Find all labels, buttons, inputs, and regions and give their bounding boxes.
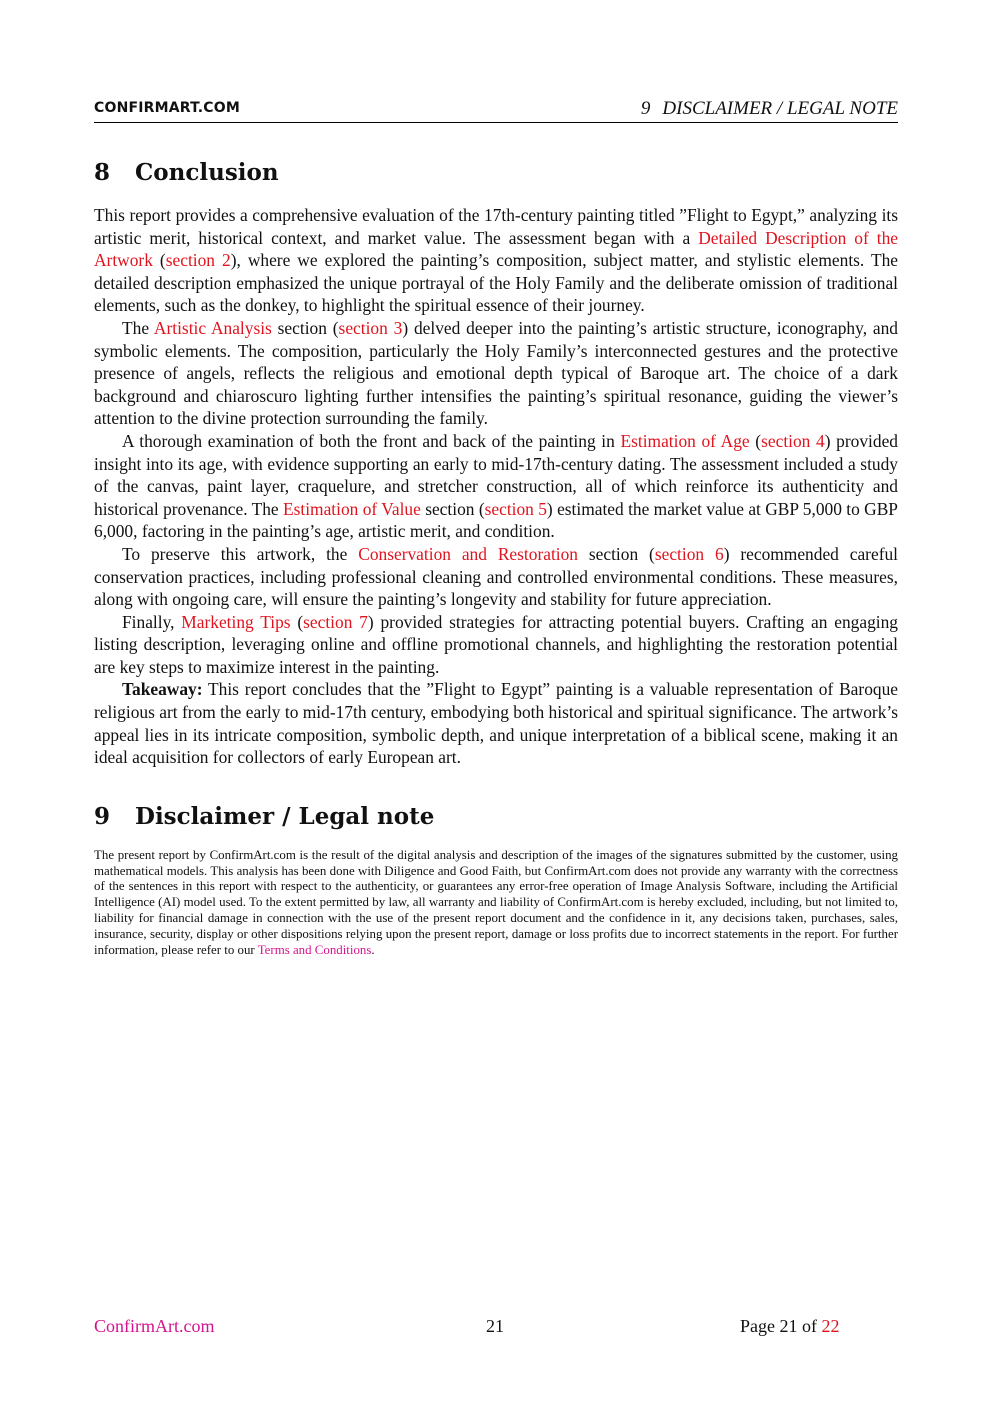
footer-page-number: 21: [486, 1316, 504, 1336]
text-run: Finally,: [122, 611, 182, 632]
text-run: (: [749, 430, 762, 451]
text-run: ), where we explored the painting’s composition, subject matter, and stylistic elements. The detailed description emphasized the unique portrayal of the Holy Family and the deliberate omission of traditional elements, such as the donkey, to highlight the spiritual essence of their journey.: [94, 250, 898, 316]
main-content: [94, 156, 898, 958]
running-header: [94, 96, 898, 123]
text-run: section (: [271, 317, 339, 338]
takeaway-label: Takeaway:: [122, 679, 203, 700]
link-last-page[interactable]: 22: [821, 1316, 840, 1336]
header-section-number: 9: [640, 98, 651, 119]
footer-site-link[interactable]: ConfirmArt.com: [94, 1316, 215, 1336]
text-run: To preserve this artwork, the: [122, 543, 359, 564]
link-marketing-tips[interactable]: Marketing Tips: [181, 611, 291, 632]
footer-page-count: [740, 1316, 839, 1337]
conclusion-heading: [94, 156, 898, 190]
text-run: Page 21 of: [740, 1316, 822, 1336]
text-run: (: [290, 611, 304, 632]
conclusion-body: [94, 204, 898, 769]
link-terms-and-conditions[interactable]: Terms and Conditions: [257, 942, 372, 957]
conclusion-paragraph-2: [94, 317, 898, 430]
text-run: This report provides a comprehensive evaluation of the 17th-century painting titled ”Flight to Egypt,” analyzing its artistic merit, historical context, and market value. The assessment began with a: [94, 205, 898, 248]
text-run: ) provided insight into its age, with evidence supporting an early to mid-17th-century dating. The assessment included a study of the canvas, paint layer, craquelure, and stretcher construction, all of which reinforce its authenticity and historical provenance. The: [94, 430, 898, 519]
ref-section-6[interactable]: section 6: [654, 543, 724, 564]
conclusion-paragraph-3: [94, 430, 898, 543]
text-run: A thorough examination of both the front and back of the painting in: [122, 430, 621, 451]
page-footer: [0, 1316, 993, 1338]
text-run: section (: [420, 498, 485, 519]
conclusion-paragraph-5: [94, 611, 898, 679]
text-run: (: [152, 250, 166, 271]
conclusion-paragraph-1: [94, 204, 898, 317]
text-run: section (: [578, 543, 655, 564]
text-run: The: [122, 317, 154, 338]
header-section-name: DISCLAIMER / LEGAL NOTE: [662, 98, 898, 119]
link-estimation-of-age[interactable]: Estimation of Age: [620, 430, 750, 451]
disclaimer-body: [94, 848, 898, 959]
text-run: This report concludes that the ”Flight to Egypt” painting is a valuable representation of Baroque religious art from the early to mid-17th century, embodying both historical and spiritual significance. The artwork’s appeal lies in its intricate composition, symbolic depth, and unique interpretation of a biblical scene, making it an ideal acquisition for collectors of early European art.: [94, 679, 898, 768]
link-estimation-of-value[interactable]: Estimation of Value: [283, 498, 421, 519]
link-artistic-analysis[interactable]: Artistic Analysis: [153, 317, 272, 338]
conclusion-title: Conclusion: [135, 159, 279, 186]
disclaimer-title: Disclaimer / Legal note: [135, 802, 435, 830]
conclusion-paragraph-takeaway: [94, 678, 898, 768]
ref-section-5[interactable]: section 5: [484, 498, 547, 519]
ref-section-7[interactable]: section 7: [303, 611, 368, 632]
text-run: .: [371, 942, 375, 957]
confirmart-logo[interactable]: CONFIRMART.COM: [94, 100, 241, 116]
text-run: The present report by ConfirmArt.com is the result of the digital analysis and description of the images of the signatures submitted by the customer, using mathematical models. This analysis has been done with Diligence and Good Faith, but ConfirmArt.com does not provide any warranty with the correctness of the sentences in this report with respect to the authenticity, or guarantees any error-free operation of Image Analysis Software, including the Artificial Intelligence (AI) model used. To the extent permitted by law, all warranty and liability of ConfirmArt.com is hereby excluded, including, but not limited to, liability for financial damage in connection with the use of the present report document and the confidence in it, any decisions taken, purchases, sales, insurance, security, display or other dispositions relying upon the present report, damage or loss profits due to incorrect statements in the report. For further information, please refer to our: [94, 847, 898, 957]
text-run: ) estimated the market value at GBP 5,000 to GBP 6,000, factoring in the painting’s age, artistic merit, and condition.: [94, 498, 898, 542]
disclaimer-number: 9: [94, 802, 111, 830]
text-run: ) provided strategies for attracting potential buyers. Crafting an engaging listing description, leveraging online and offline promotional channels, and highlighting the restoration potential are key steps to maximize interest in the painting.: [94, 611, 898, 677]
conclusion-paragraph-4: [94, 543, 898, 611]
header-section-title: [641, 98, 898, 120]
ref-section-2[interactable]: section 2: [165, 250, 231, 271]
conclusion-number: 8: [94, 159, 111, 186]
ref-section-3[interactable]: section 3: [338, 317, 403, 338]
text-run: ) recommended careful conservation practices, including professional cleaning and controlled environmental conditions. These measures, along with ongoing care, will ensure the painting’s longevity and stability for future appreciation.: [94, 543, 899, 610]
ref-section-4[interactable]: section 4: [761, 430, 825, 451]
link-detailed-description[interactable]: Detailed Description of the Artwork: [94, 227, 898, 271]
disclaimer-heading: [94, 800, 898, 834]
link-conservation-restoration[interactable]: Conservation and Restoration: [358, 543, 579, 564]
text-run: ) delved deeper into the painting’s artistic structure, iconography, and symbolic elements. The composition, particularly the Holy Family’s interconnected gestures and the protective presence of angels, reflects the religious and emotional depth typical of Baroque art. The choice of a dark background and chiaroscuro lighting further intensifies the painting’s spiritual resonance, guiding the viewer’s attention to the divine protection surrounding the family.: [94, 317, 898, 429]
